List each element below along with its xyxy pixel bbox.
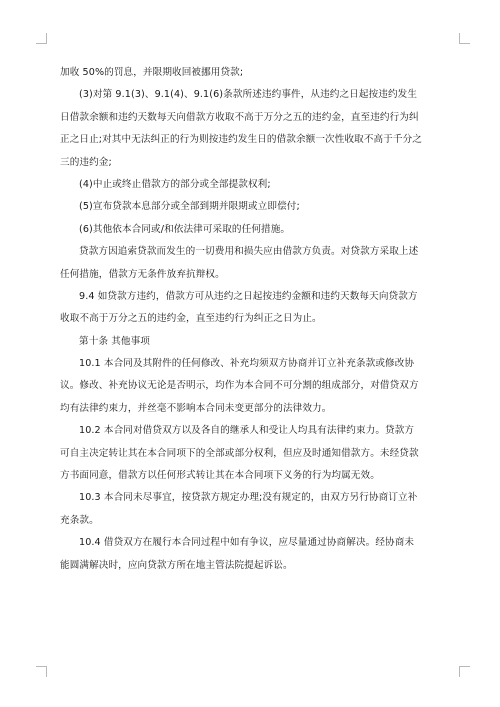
text-line: 加收 50%的罚息，并限期收回被挪用贷款; (60, 67, 244, 78)
text-line: 三的违约金; (60, 156, 112, 168)
text-line: (3)对第 9.1(3)、9.1(4)、9.1(6)条款所述违约事件，从违约之日起按违约发生 (79, 89, 418, 101)
text-line: (6)其他依本合同或/和依法律可采取的任何措施。 (79, 223, 291, 235)
text-line: 收取不高于万分之五的违约金，直至违约行为纠正之日为止。 (60, 313, 322, 325)
text-line: 充条款。 (60, 514, 99, 526)
text-line: 10.4 借贷双方在履行本合同过程中如有争议，应尽量通过协商解决。经协商未 (79, 537, 415, 549)
text-line: 贷款方因追索贷款而发生的一切费用和损失应由借款方负责。对贷款方采取上述 (79, 246, 419, 258)
text-line: 10.2 本合同对借贷双方以及各自的继承人和受让人均具有法律约束力。贷款方 (79, 425, 415, 437)
crop-mark-bottom-right (459, 666, 470, 677)
text-line: 均有法律约束力，并丝毫不影响本合同未变更部分的法律效力。 (60, 402, 332, 414)
text-line: 日借款余额和违约天数每天向借款方收取不高于万分之五的违约金，直至违约行为纠 (60, 111, 419, 123)
crop-mark-bottom-left (36, 666, 47, 677)
text-line: 可自主决定转让其在本合同项下的全部或部分权利，但应及时通知借款方。未经贷款 (60, 447, 419, 459)
text-line: 10.3 本合同未尽事宜，按贷款方规定办理;没有规定的，由双方另行协商订立补 (79, 492, 418, 504)
text-line: 方书面同意，借款方以任何形式转让其在本合同项下义务的行为均属无效。 (60, 470, 380, 482)
text-line: 9.4 如贷款方违约，借款方可从违约之日起按违约金额和违约天数每天向贷款方 (79, 290, 418, 302)
document-body (60, 62, 440, 577)
text-line: (5)宣布贷款本息部分或全部到期并限期或立即偿付; (79, 201, 300, 213)
text-line: (4)中止或终止借款方的部分或全部提款权利; (79, 178, 271, 190)
text-line: 议。修改、补充协议无论是否明示，均作为本合同不可分割的组成部分，对借贷双方 (60, 380, 419, 392)
section-heading: 第十条 其他事项 (79, 335, 151, 347)
text-line: 正之日止;对其中无法纠正的行为则按违约发生日的借款余额一次性收取不高于千分之 (60, 134, 422, 146)
crop-mark-top-left (36, 33, 47, 44)
text-line: 10.1 本合同及其附件的任何修改、补充均须双方协商并订立补充条款或修改协 (79, 358, 415, 370)
crop-mark-top-right (459, 33, 470, 44)
text-line: 能圆满解决时，应向贷款方所在地主管法院提起诉讼。 (60, 559, 293, 571)
text-line: 任何措施，借款方无条件放弃抗辩权。 (60, 268, 225, 280)
